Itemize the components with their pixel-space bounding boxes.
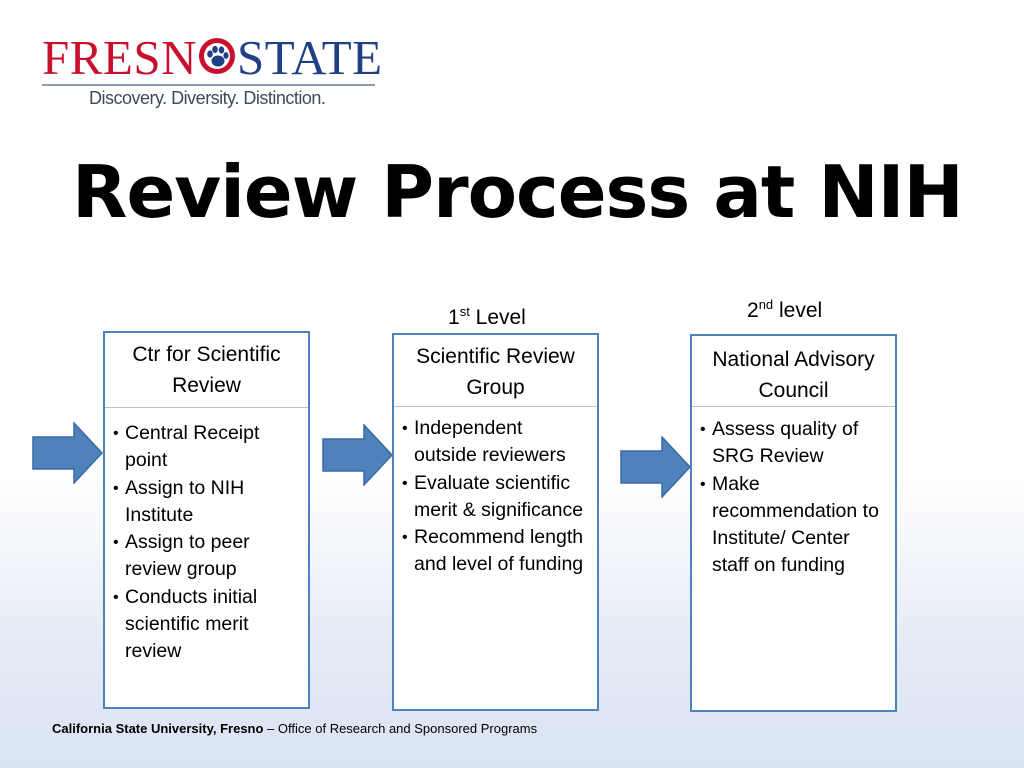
box-bullet-list <box>692 407 895 580</box>
list-item: • Assign to peer review group <box>113 529 300 584</box>
logo-wordmark <box>42 30 383 86</box>
footer-dash: – <box>263 721 278 736</box>
fresno-state-logo <box>42 30 383 109</box>
level-second-suffix: nd <box>758 297 774 312</box>
slide-title: Review Process at NIH <box>72 150 963 234</box>
level-label-second <box>747 299 822 323</box>
level-second-text: level <box>773 299 823 322</box>
level-label-first <box>448 306 526 330</box>
footer-office: Office of Research and Sponsored Programs <box>277 721 538 736</box>
logo-tagline: Discovery. Diversity. Distinction. <box>89 88 326 108</box>
slide-footer <box>52 721 537 736</box>
right-arrow-icon <box>322 424 394 486</box>
logo-word-right: STATE <box>237 30 383 85</box>
level-second-number: 2 <box>747 299 759 322</box>
list-item: • Make recommendation to Institute/ Center staff on funding <box>700 471 887 580</box>
box-heading: Ctr for Scientific Review <box>105 333 308 408</box>
right-arrow-icon <box>620 436 692 498</box>
list-item: • Recommend length and level of funding <box>402 524 589 579</box>
logo-word-left: FRESN <box>42 30 198 85</box>
box-bullet-list <box>105 408 308 666</box>
level-first-suffix: st <box>459 304 470 319</box>
process-box-srg <box>392 333 599 711</box>
level-first-number: 1 <box>448 306 460 329</box>
list-item: • Independent outside reviewers <box>402 415 589 470</box>
paw-print-icon <box>197 35 237 77</box>
list-item: • Central Receipt point <box>113 420 300 475</box>
level-first-text: Level <box>469 306 526 329</box>
list-item: • Assess quality of SRG Review <box>700 416 887 471</box>
list-item: • Assign to NIH Institute <box>113 475 300 530</box>
right-arrow-icon <box>32 422 104 484</box>
process-box-council <box>690 334 897 712</box>
box-heading: Scientific Review Group <box>394 335 597 407</box>
list-item: • Conducts initial scientific merit review <box>113 584 300 666</box>
box-bullet-list <box>394 407 597 579</box>
process-box-csr <box>103 331 310 709</box>
footer-org: California State University, Fresno <box>52 721 264 736</box>
box-heading: National Advisory Council <box>692 336 895 407</box>
list-item: • Evaluate scientific merit & significance <box>402 470 589 525</box>
